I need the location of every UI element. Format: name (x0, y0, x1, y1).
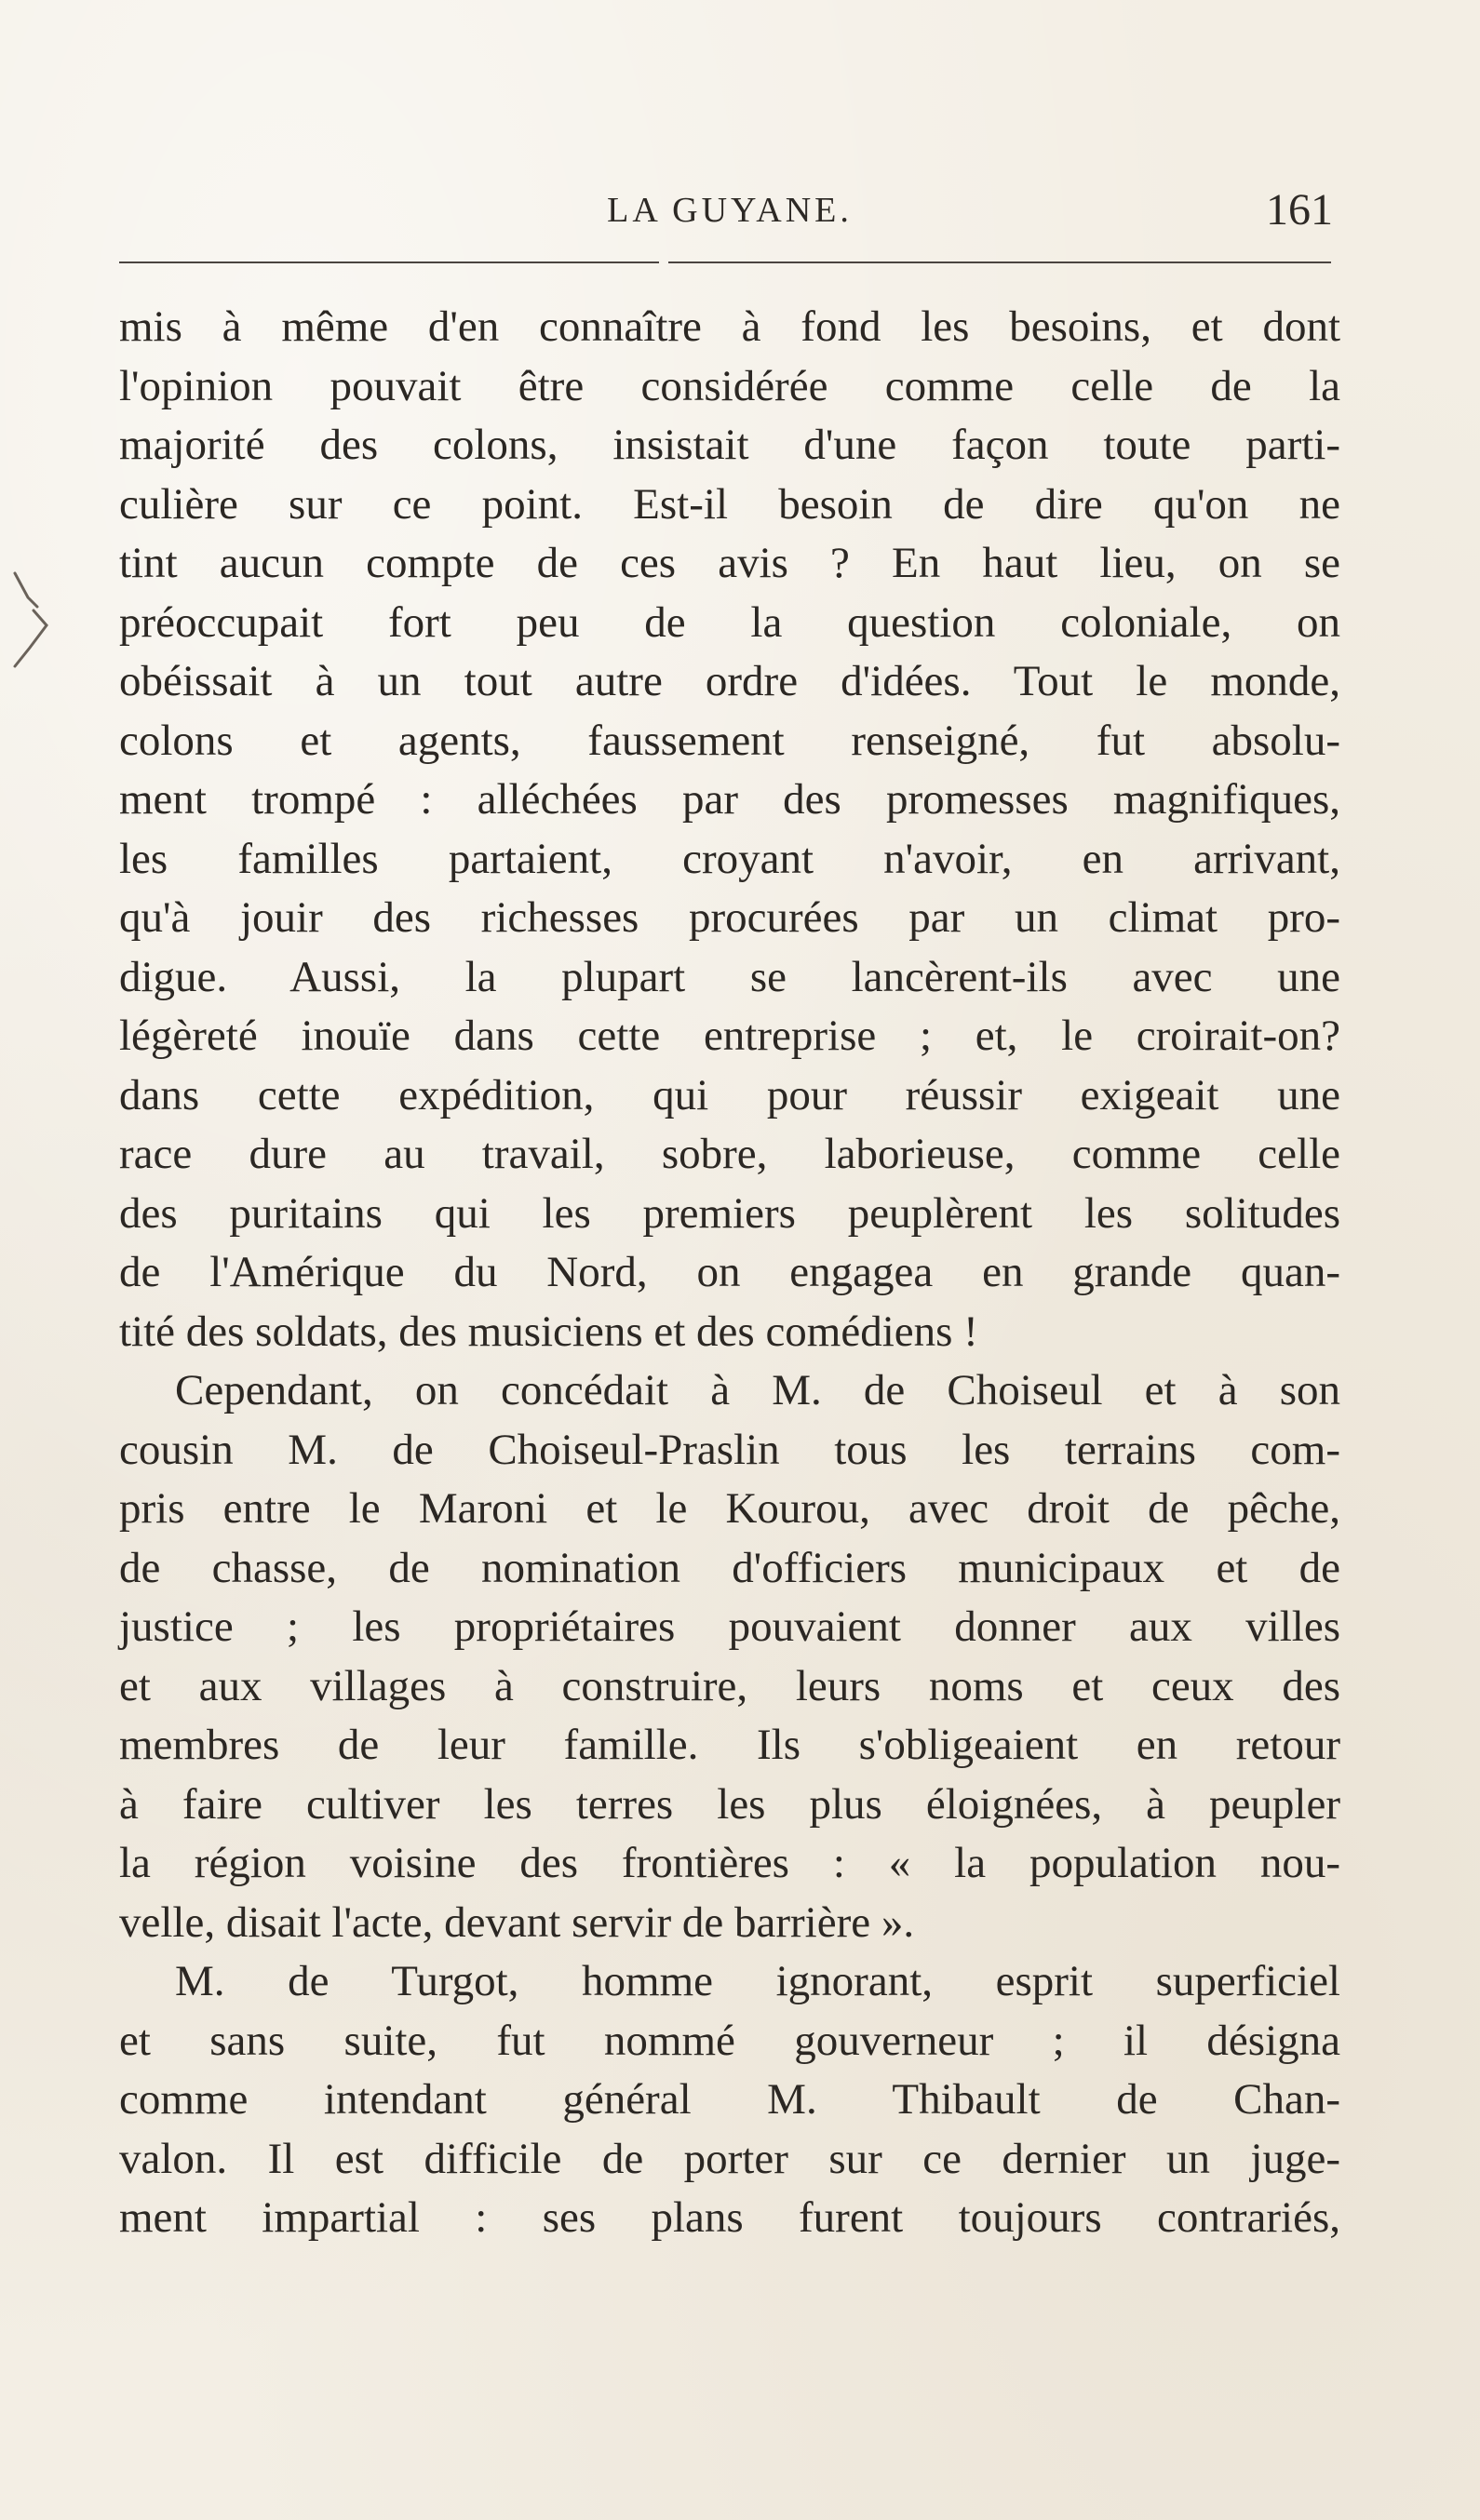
text-line: et sans suite, fut nommé gouverneur ; il désigna (119, 2016, 1340, 2065)
text-line: de l'Amérique du Nord, on engagea en grande quan- (119, 1248, 1340, 1296)
text-line: M. de Turgot, homme ignorant, esprit superficiel (175, 1957, 1340, 2005)
text-line: justice ; les propriétaires pouvaient donner aux villes (119, 1602, 1340, 1651)
text-line: de chasse, de nomination d'officiers municipaux et de (119, 1543, 1340, 1592)
body-text (119, 298, 1340, 2248)
page-number: 161 (1266, 185, 1333, 235)
text-line: des puritains qui les premiers peuplèrent les solitudes (119, 1188, 1340, 1238)
text-line: obéissait à un tout autre ordre d'idées. Tout le monde, (119, 657, 1340, 705)
margin-pencil-mark (9, 570, 50, 672)
text-line: dans cette expédition, qui pour réussir exigeait une (119, 1070, 1340, 1119)
text-line: ment impartial : ses plans furent toujours contrariés, (119, 2193, 1340, 2242)
text-line: cousin M. de Choiseul-Praslin tous les terrains com- (119, 1425, 1340, 1474)
text-line: mis à même d'en connaître à fond les besoins, et dont (119, 302, 1340, 351)
text-line: race dure au travail, sobre, laborieuse, comme celle (119, 1130, 1340, 1178)
running-title: LA GUYANE. (607, 191, 853, 230)
text-line: tint aucun compte de ces avis ? En haut lieu, on se (119, 539, 1340, 587)
text-line: membres de leur famille. Ils s'obligeaient en retour (119, 1721, 1340, 1769)
text-line: tité des soldats, des musiciens et des comédiens ! (119, 1307, 978, 1356)
text-line: légèreté inouïe dans cette entreprise ; et, le croirait-on? (119, 1012, 1340, 1060)
text-line: pris entre le Maroni et le Kourou, avec droit de pêche, (119, 1484, 1340, 1533)
text-line: et aux villages à construire, leurs noms et ceux des (119, 1661, 1340, 1710)
text-line: qu'à jouir des richesses procurées par un climat pro- (119, 893, 1340, 942)
text-line: l'opinion pouvait être considérée comme celle de la (119, 361, 1340, 410)
text-line: la région voisine des frontières : « la population nou- (119, 1839, 1340, 1887)
text-line: les familles partaient, croyant n'avoir, en arrivant, (119, 834, 1340, 883)
running-head (119, 182, 1340, 238)
text-line: Cependant, on concédait à M. de Choiseul et à son (175, 1366, 1340, 1414)
text-line: à faire cultiver les terres les plus éloignées, à peupler (119, 1779, 1340, 1829)
text-line: velle, disait l'acte, devant servir de barrière ». (119, 1897, 915, 1947)
text-line: culière sur ce point. Est-il besoin de dire qu'on ne (119, 479, 1340, 529)
text-line: digue. Aussi, la plupart se lancèrent-ils avec une (119, 952, 1340, 1001)
text-line: valon. Il est difficile de porter sur ce dernier un juge- (119, 2134, 1340, 2183)
text-line: majorité des colons, insistait d'une façon toute parti- (119, 421, 1340, 469)
text-line: ment trompé : alléchées par des promesses magnifiques, (119, 775, 1340, 824)
header-rule-right (668, 261, 1331, 263)
text-line: colons et agents, faussement renseigné, fut absolu- (119, 716, 1340, 765)
text-line: préoccupait fort peu de la question coloniale, on (119, 597, 1340, 647)
text-line: comme intendant général M. Thibault de Chan- (119, 2075, 1340, 2124)
header-rule-left (119, 261, 659, 263)
